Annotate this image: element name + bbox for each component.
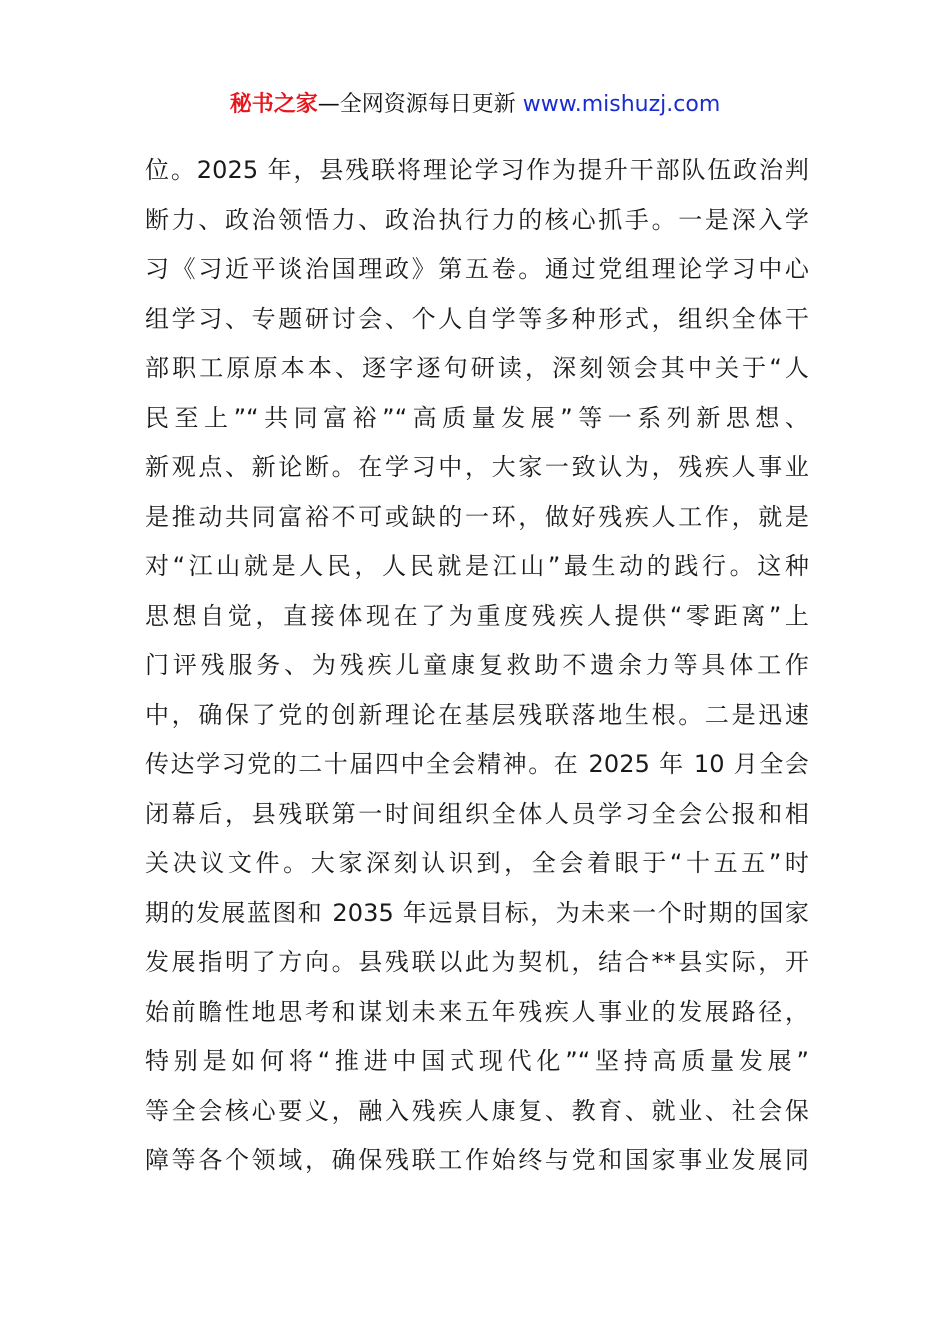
- text-line: 关决议文件。大家深刻认识到，全会着眼于“十五五”时: [145, 849, 809, 877]
- text-line: 期的发展蓝图和 2035 年远景目标，为未来一个时期的国家: [145, 898, 809, 927]
- text-line: 门评残服务、为残疾儿童康复救助不遗余力等具体工作: [145, 651, 809, 679]
- text-line: 中，确保了党的创新理论在基层残联落地生根。二是迅速: [145, 700, 809, 729]
- text-line: 位。2025 年，县残联将理论学习作为提升干部队伍政治判: [145, 156, 809, 184]
- text-line: 民至上”“共同富裕”“高质量发展”等一系列新思想、: [145, 403, 809, 432]
- text-line: 新观点、新论断。在学习中，大家一致认为，残疾人事业: [145, 453, 809, 481]
- header-tagline: —全网资源每日更新: [317, 92, 523, 117]
- text-line: 对“江山就是人民，人民就是江山”最生动的践行。这种: [145, 552, 809, 580]
- website-link[interactable]: www.mishuzj.com: [522, 92, 721, 117]
- text-line: 思想自觉，直接体现在了为重度残疾人提供“零距离”上: [145, 601, 809, 630]
- text-line: 特别是如何将“推进中国式现代化”“坚持高质量发展”: [145, 1047, 809, 1075]
- text-line: 习《习近平谈治国理政》第五卷。通过党组理论学习中心: [145, 255, 809, 283]
- text-line: 断力、政治领悟力、政治执行力的核心抓手。一是深入学: [145, 205, 809, 234]
- text-line: 传达学习党的二十届四中全会精神。在 2025 年 10 月全会: [145, 750, 809, 778]
- text-line: 闭幕后，县残联第一时间组织全体人员学习全会公报和相: [145, 799, 809, 828]
- text-line: 等全会核心要义，融入残疾人康复、教育、就业、社会保: [145, 1096, 809, 1125]
- body-paragraph: [145, 146, 809, 1186]
- text-line: 组学习、专题研讨会、个人自学等多种形式，组织全体干: [145, 304, 809, 333]
- text-line: 障等各个领域，确保残联工作始终与党和国家事业发展同: [145, 1146, 809, 1174]
- text-line: 发展指明了方向。县残联以此为契机，结合**县实际，开: [145, 948, 809, 976]
- text-line: 是推动共同富裕不可或缺的一环，做好残疾人工作，就是: [145, 502, 809, 531]
- text-line: 部职工原原本本、逐字逐句研读，深刻领会其中关于“人: [145, 354, 809, 382]
- text-line: 始前瞻性地思考和谋划未来五年残疾人事业的发展路径，: [145, 997, 809, 1026]
- page-header: [0, 88, 950, 122]
- brand-name: 秘书之家: [229, 92, 318, 117]
